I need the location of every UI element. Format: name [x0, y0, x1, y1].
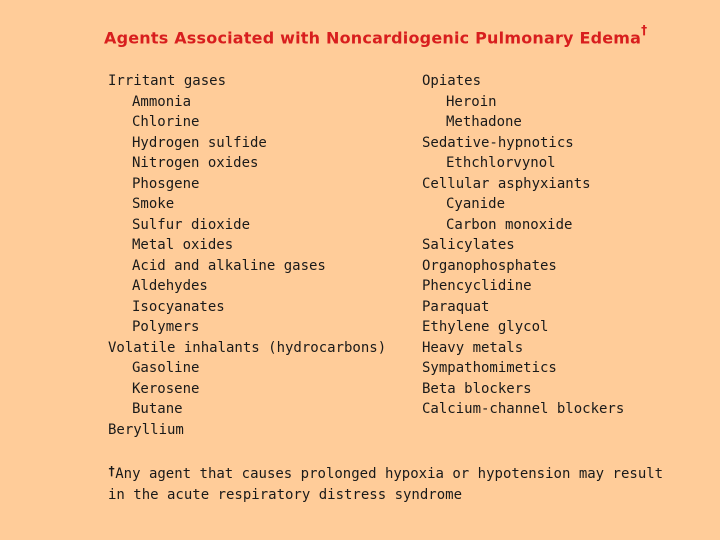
- left-category-heading: Volatile inhalants (hydrocarbons): [108, 339, 387, 356]
- left-agent-item: Isocyanates: [132, 298, 225, 315]
- right-category-heading: Organophosphates: [422, 257, 557, 274]
- right-category-heading: Sympathomimetics: [422, 360, 557, 376]
- right-category-heading: Opiates: [422, 73, 482, 89]
- left-agent-item: Hydrogen sulfide: [132, 134, 267, 151]
- footnote-dagger: †: [108, 464, 116, 478]
- right-category-heading: Paraquat: [422, 298, 490, 315]
- right-agent-item: Ethchlorvynol: [446, 155, 556, 171]
- right-agent-item: Heroin: [446, 93, 497, 110]
- left-agent-item: Kerosene: [132, 380, 200, 397]
- right-category-heading: Cellular asphyxiants: [422, 175, 591, 192]
- right-category-heading: Salicylates: [422, 237, 515, 253]
- right-agent-item: Carbon monoxide: [446, 216, 573, 233]
- left-agent-item: Chlorine: [132, 114, 200, 130]
- title-text: Agents Associated with Noncardiogenic Pulmonary Edema: [104, 28, 642, 48]
- right-category-heading: Calcium-channel blockers: [422, 401, 625, 417]
- left-agent-item: Acid and alkaline gases: [132, 257, 326, 274]
- left-agent-item: Butane: [132, 401, 183, 417]
- right-category-heading: Beta blockers: [422, 380, 532, 397]
- left-agent-item: Gasoline: [132, 360, 200, 376]
- left-agent-item: Sulfur dioxide: [132, 216, 251, 233]
- left-agent-item: Ammonia: [132, 93, 192, 110]
- right-category-heading: Heavy metals: [422, 339, 524, 356]
- left-agent-item: Phosgene: [132, 175, 200, 192]
- right-agent-item: Methadone: [446, 114, 522, 130]
- title-dagger: †: [641, 23, 648, 37]
- right-category-heading: Phencyclidine: [422, 278, 532, 294]
- footnote-line-2: in the acute respiratory distress syndrome: [108, 487, 463, 503]
- footnote-line-1: [108, 464, 663, 485]
- right-category-heading: Ethylene glycol: [422, 319, 549, 335]
- right-agent-item: Cyanide: [446, 196, 506, 212]
- left-category-heading: Irritant gases: [108, 73, 227, 89]
- left-agent-item: Aldehydes: [132, 278, 208, 294]
- right-agent-list: [422, 71, 624, 420]
- left-agent-item: Nitrogen oxides: [132, 155, 259, 171]
- left-agent-item: Metal oxides: [132, 237, 234, 253]
- left-category-heading: Beryllium: [108, 421, 184, 438]
- footnote-text-1: Any agent that causes prolonged hypoxia or hypotension may result: [115, 466, 664, 482]
- left-agent-item: Polymers: [132, 319, 200, 335]
- footnote: [108, 464, 663, 506]
- left-agent-list: [108, 71, 386, 440]
- left-agent-item: Smoke: [132, 196, 175, 212]
- right-category-heading: Sedative-hypnotics: [422, 134, 574, 151]
- slide-title: [104, 23, 648, 48]
